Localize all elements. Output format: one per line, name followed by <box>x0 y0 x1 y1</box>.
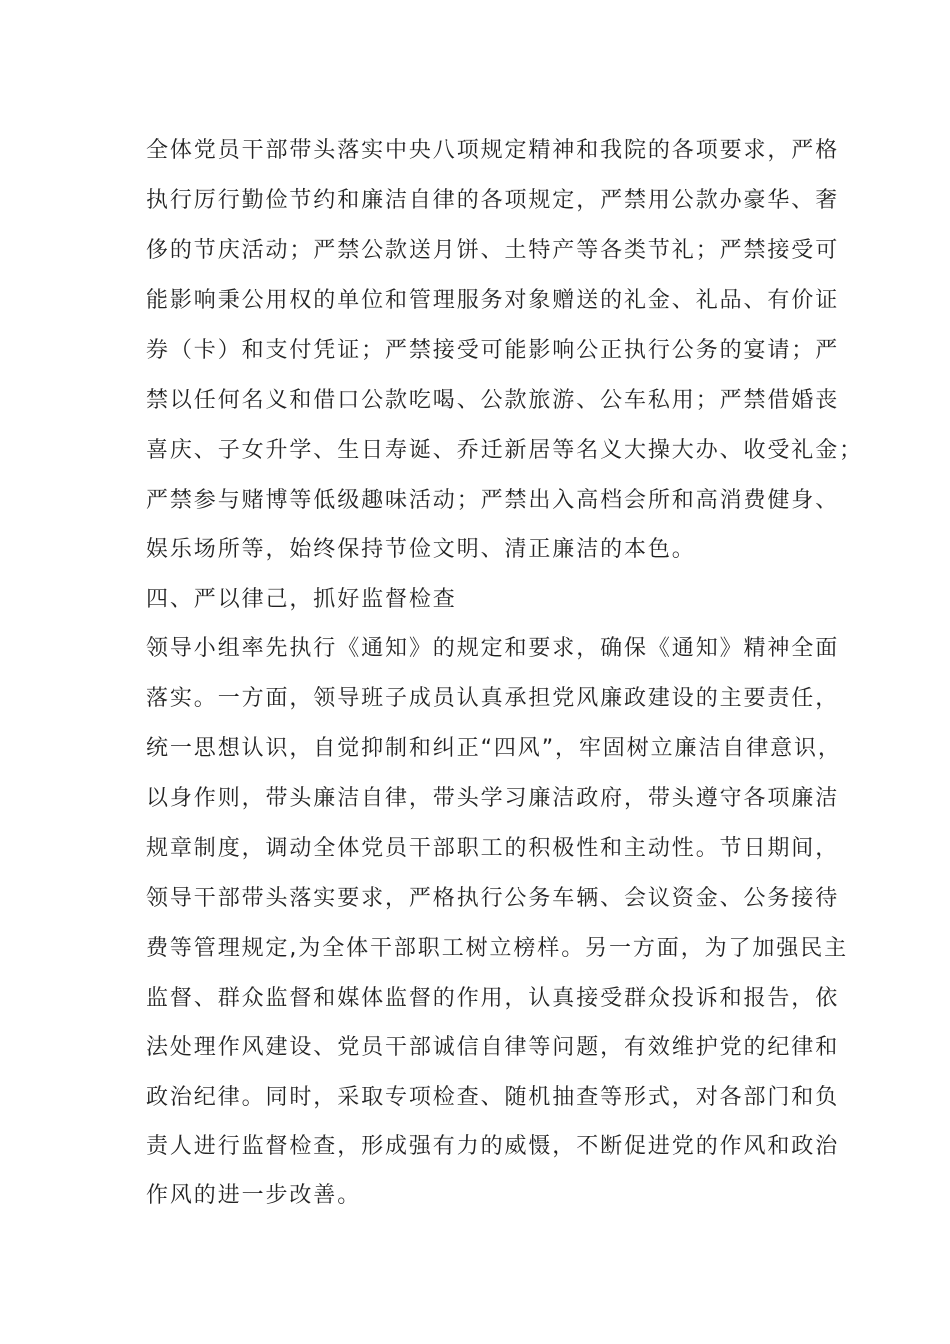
paragraph-2-line-2: 落实。一方面，领导班子成员认真承担党风廉政建设的主要责任， <box>146 686 840 711</box>
paragraph-2-line-11: 责人进行监督检查，形成强有力的威慑，不断促进党的作风和政治 <box>146 1134 840 1159</box>
paragraph-2-line-10: 政治纪律。同时，采取专项检查、随机抽查等形式，对各部门和负 <box>146 1085 840 1110</box>
paragraph-2-line-5: 规章制度，调动全体党员干部职工的积极性和主动性。节日期间， <box>146 836 840 861</box>
paragraph-2-line-6: 领导干部带头落实要求，严格执行公务车辆、会议资金、公务接待 <box>146 886 840 911</box>
paragraph-1-line-5: 券（卡）和支付凭证；严禁接受可能影响公正执行公务的宴请；严 <box>146 338 840 363</box>
paragraph-1-line-7: 喜庆、子女升学、生日寿诞、乔迁新居等名义大操大办、收受礼金； <box>146 438 864 463</box>
paragraph-2-line-8: 监督、群众监督和媒体监督的作用，认真接受群众投诉和报告，依 <box>146 986 840 1011</box>
paragraph-2-line-7: 费等管理规定,为全体干部职工树立榜样。另一方面，为了加强民主 <box>146 936 848 961</box>
section-heading: 四、严以律己，抓好监督检查 <box>146 587 457 612</box>
paragraph-1-line-4: 能影响秉公用权的单位和管理服务对象赠送的礼金、礼品、有价证 <box>146 288 840 313</box>
paragraph-2-line-4: 以身作则，带头廉洁自律，带头学习廉洁政府，带头遵守各项廉洁 <box>146 786 840 811</box>
paragraph-1-line-8: 严禁参与赌博等低级趣味活动；严禁出入高档会所和高消费健身、 <box>146 488 840 513</box>
paragraph-1-line-2: 执行厉行勤俭节约和廉洁自律的各项规定，严禁用公款办豪华、奢 <box>146 188 840 213</box>
paragraph-2-line-12: 作风的进一步改善。 <box>146 1183 362 1208</box>
paragraph-2-line-9: 法处理作风建设、党员干部诚信自律等问题，有效维护党的纪律和 <box>146 1035 840 1060</box>
paragraph-2-line-1: 领导小组率先执行《通知》的规定和要求，确保《通知》精神全面 <box>146 636 840 661</box>
paragraph-1-line-6: 禁以任何名义和借口公款吃喝、公款旅游、公车私用；严禁借婚丧 <box>146 388 840 413</box>
paragraph-1-line-3: 侈的节庆活动；严禁公款送月饼、土特产等各类节礼；严禁接受可 <box>146 238 840 263</box>
paragraph-2-line-3: 统一思想认识，自觉抑制和纠正“四风”，牢固树立廉洁自律意识， <box>146 736 842 761</box>
paragraph-1-line-1: 全体党员干部带头落实中央八项规定精神和我院的各项要求，严格 <box>146 138 840 163</box>
paragraph-1-line-9: 娱乐场所等，始终保持节俭文明、清正廉洁的本色。 <box>146 537 696 562</box>
